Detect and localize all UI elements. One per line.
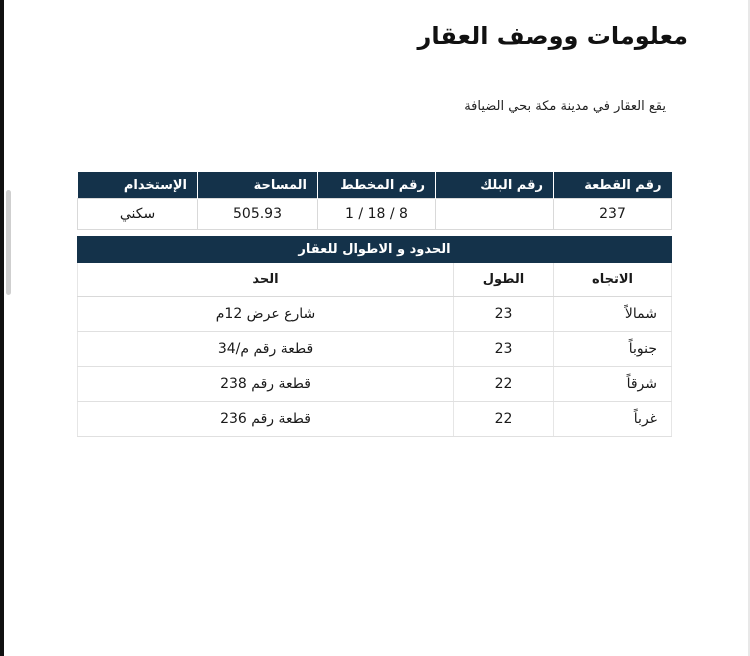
header-block-number: رقم البلك (436, 172, 554, 199)
table-row (77, 402, 671, 437)
value-scheme-number: 8 / 18 / 1 (318, 199, 436, 230)
page-title: معلومات ووصف العقار (417, 22, 688, 50)
row-direction: شمالاً (554, 297, 672, 332)
bounds-banner-row (77, 236, 671, 263)
value-usage: سكني (78, 199, 198, 230)
row-boundary: قطعة رقم م/34 (77, 332, 453, 367)
summary-value-row (78, 199, 672, 230)
row-direction: شرقاً (554, 367, 672, 402)
header-scheme-number: رقم المخطط (318, 172, 436, 199)
value-plot-number: 237 (554, 199, 672, 230)
header-usage: الإستخدام (78, 172, 198, 199)
header-area: المساحة (198, 172, 318, 199)
row-boundary: قطعة رقم 238 (77, 367, 453, 402)
header-length: الطول (454, 263, 554, 297)
summary-header-row (78, 172, 672, 199)
bounds-banner: الحدود و الاطوال للعقار (77, 236, 671, 263)
row-direction: غرباً (554, 402, 672, 437)
row-direction: جنوباً (554, 332, 672, 367)
table-row (77, 367, 671, 402)
header-boundary: الحد (77, 263, 453, 297)
table-row (77, 332, 671, 367)
header-plot-number: رقم القطعة (554, 172, 672, 199)
row-length: 22 (454, 402, 554, 437)
header-direction: الاتجاه (554, 263, 672, 297)
row-length: 23 (454, 297, 554, 332)
row-boundary: قطعة رقم 236 (77, 402, 453, 437)
row-length: 22 (454, 367, 554, 402)
bounds-header-row (77, 263, 671, 297)
intro-text: يقع العقار في مدينة مكة بحي الضيافة (464, 99, 666, 114)
bounds-table (77, 236, 672, 437)
value-area: 505.93 (198, 199, 318, 230)
property-summary-table (77, 172, 672, 230)
value-block-number (436, 199, 554, 230)
table-row (77, 297, 671, 332)
row-length: 23 (454, 332, 554, 367)
row-boundary: شارع عرض 12م (77, 297, 453, 332)
